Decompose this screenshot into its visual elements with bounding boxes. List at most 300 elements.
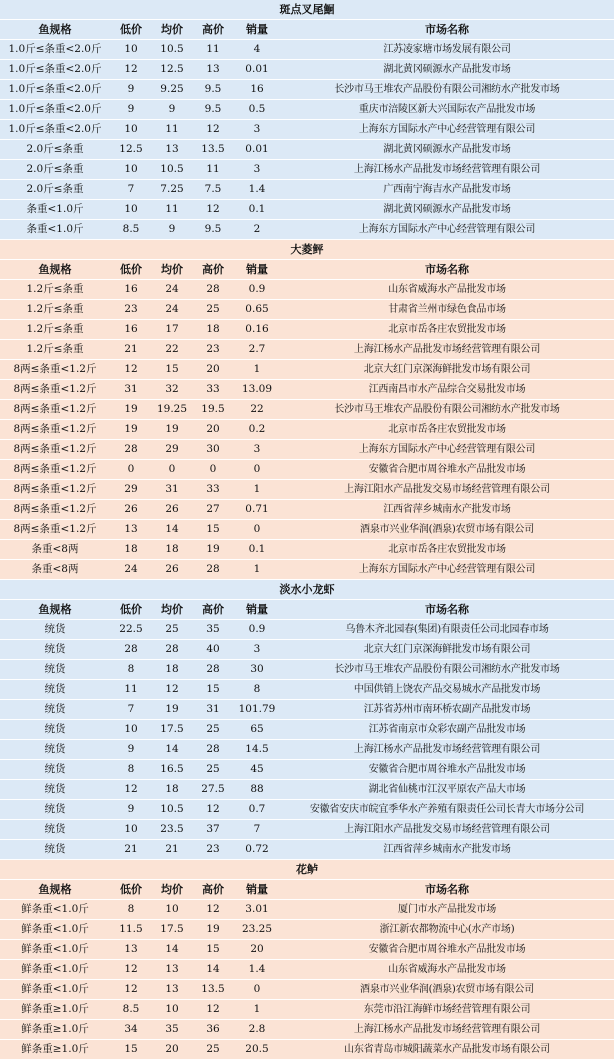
cell-low: 23 xyxy=(110,300,152,320)
cell-high: 15 xyxy=(192,680,234,700)
header-row xyxy=(0,260,614,280)
cell-spec: 统货 xyxy=(0,760,110,780)
cell-high: 0 xyxy=(192,460,234,480)
cell-low: 29 xyxy=(110,480,152,500)
cell-high: 37 xyxy=(192,820,234,840)
cell-low: 22.5 xyxy=(110,620,152,640)
cell-low: 10 xyxy=(110,820,152,840)
table-row xyxy=(0,140,614,160)
cell-avg: 14 xyxy=(152,940,192,960)
cell-low: 28 xyxy=(110,640,152,660)
cell-market: 长沙市马王堆农产品股份有限公司湘纺水产批发市场 xyxy=(280,400,614,420)
cell-vol: 0.71 xyxy=(234,500,280,520)
cell-vol: 0.65 xyxy=(234,300,280,320)
header-low: 低价 xyxy=(110,20,152,40)
table-row xyxy=(0,320,614,340)
cell-spec: 1.2斤≤条重 xyxy=(0,280,110,300)
table-row xyxy=(0,220,614,240)
cell-market: 江苏省苏州市南环桥农副产品批发市场 xyxy=(280,700,614,720)
cell-avg: 16.5 xyxy=(152,760,192,780)
cell-low: 10 xyxy=(110,720,152,740)
cell-spec: 8两≤条重<1.2斤 xyxy=(0,360,110,380)
cell-vol: 8 xyxy=(234,680,280,700)
cell-high: 36 xyxy=(192,1020,234,1040)
cell-vol: 0.1 xyxy=(234,540,280,560)
table-row xyxy=(0,900,614,920)
cell-high: 13 xyxy=(192,60,234,80)
table-row xyxy=(0,360,614,380)
cell-low: 28 xyxy=(110,440,152,460)
cell-high: 18 xyxy=(192,320,234,340)
cell-spec: 统货 xyxy=(0,680,110,700)
cell-market: 安徽省安庆市皖宜季华水产养殖有限责任公司长青大市场分公司 xyxy=(280,800,614,820)
cell-avg: 26 xyxy=(152,560,192,580)
cell-avg: 9 xyxy=(152,100,192,120)
cell-high: 19 xyxy=(192,920,234,940)
cell-low: 10 xyxy=(110,120,152,140)
cell-avg: 26 xyxy=(152,500,192,520)
cell-spec: 1.0斤≤条重<2.0斤 xyxy=(0,100,110,120)
cell-vol: 0.72 xyxy=(234,840,280,860)
header-row xyxy=(0,600,614,620)
cell-low: 8.5 xyxy=(110,1000,152,1020)
cell-spec: 8两≤条重<1.2斤 xyxy=(0,500,110,520)
cell-low: 19 xyxy=(110,420,152,440)
section-1 xyxy=(0,240,614,580)
cell-high: 13.5 xyxy=(192,980,234,1000)
cell-avg: 10 xyxy=(152,1000,192,1020)
header-avg: 均价 xyxy=(152,880,192,900)
cell-market: 山东省青岛市城阳蔬菜水产品批发市场有限公司 xyxy=(280,1040,614,1060)
cell-spec: 鲜条重<1.0斤 xyxy=(0,900,110,920)
cell-avg: 12 xyxy=(152,680,192,700)
table-row xyxy=(0,720,614,740)
cell-high: 7.5 xyxy=(192,180,234,200)
header-market: 市场名称 xyxy=(280,880,614,900)
cell-high: 33 xyxy=(192,380,234,400)
section-title-row xyxy=(0,0,614,20)
cell-high: 11 xyxy=(192,160,234,180)
cell-vol: 0.2 xyxy=(234,420,280,440)
cell-vol: 20 xyxy=(234,940,280,960)
cell-vol: 0 xyxy=(234,460,280,480)
cell-spec: 8两≤条重<1.2斤 xyxy=(0,400,110,420)
cell-low: 7 xyxy=(110,700,152,720)
cell-low: 10 xyxy=(110,200,152,220)
cell-vol: 0 xyxy=(234,980,280,1000)
cell-spec: 条重<8两 xyxy=(0,540,110,560)
cell-avg: 18 xyxy=(152,540,192,560)
cell-spec: 统货 xyxy=(0,620,110,640)
table-row xyxy=(0,40,614,60)
cell-market: 江西南昌市水产品综合交易批发市场 xyxy=(280,380,614,400)
cell-low: 10 xyxy=(110,160,152,180)
cell-vol: 0.9 xyxy=(234,620,280,640)
cell-low: 8.5 xyxy=(110,220,152,240)
cell-high: 9.5 xyxy=(192,100,234,120)
header-row xyxy=(0,880,614,900)
cell-market: 山东省威海水产品批发市场 xyxy=(280,280,614,300)
cell-market: 安徽省合肥市周谷堆水产品批发市场 xyxy=(280,460,614,480)
header-spec: 鱼规格 xyxy=(0,600,110,620)
cell-vol: 1.4 xyxy=(234,180,280,200)
cell-high: 12 xyxy=(192,800,234,820)
cell-vol: 3 xyxy=(234,640,280,660)
cell-avg: 20 xyxy=(152,1040,192,1060)
cell-high: 23 xyxy=(192,840,234,860)
cell-vol: 13.09 xyxy=(234,380,280,400)
cell-market: 上海江杨水产品批发市场经营管理有限公司 xyxy=(280,1020,614,1040)
header-avg: 均价 xyxy=(152,20,192,40)
cell-avg: 14 xyxy=(152,740,192,760)
cell-avg: 24 xyxy=(152,300,192,320)
table-row xyxy=(0,940,614,960)
cell-spec: 统货 xyxy=(0,740,110,760)
cell-vol: 3.01 xyxy=(234,900,280,920)
table-row xyxy=(0,420,614,440)
header-row xyxy=(0,20,614,40)
section-2 xyxy=(0,580,614,860)
header-high: 高价 xyxy=(192,260,234,280)
cell-market: 上海江杨水产品批发市场经营管理有限公司 xyxy=(280,340,614,360)
cell-market: 安徽省合肥市周谷堆水产品批发市场 xyxy=(280,940,614,960)
cell-spec: 1.2斤≤条重 xyxy=(0,340,110,360)
table-row xyxy=(0,660,614,680)
cell-spec: 8两≤条重<1.2斤 xyxy=(0,420,110,440)
cell-market: 山东省威海水产品批发市场 xyxy=(280,960,614,980)
cell-spec: 2.0斤≤条重 xyxy=(0,160,110,180)
cell-spec: 2.0斤≤条重 xyxy=(0,180,110,200)
table-row xyxy=(0,540,614,560)
cell-spec: 1.2斤≤条重 xyxy=(0,300,110,320)
cell-high: 11 xyxy=(192,40,234,60)
cell-spec: 统货 xyxy=(0,780,110,800)
cell-vol: 3 xyxy=(234,440,280,460)
cell-market: 江西省萍乡城南水产批发市场 xyxy=(280,840,614,860)
cell-market: 浙江新农都物流中心(水产市场) xyxy=(280,920,614,940)
cell-avg: 35 xyxy=(152,1020,192,1040)
section-title: 淡水小龙虾 xyxy=(0,580,614,600)
header-market: 市场名称 xyxy=(280,600,614,620)
cell-high: 15 xyxy=(192,940,234,960)
cell-market: 湖北黄冈硕源水产品批发市场 xyxy=(280,200,614,220)
cell-market: 重庆市涪陵区新大兴国际农产品批发市场 xyxy=(280,100,614,120)
cell-vol: 2.8 xyxy=(234,1020,280,1040)
table-row xyxy=(0,980,614,1000)
table-row xyxy=(0,380,614,400)
table-row xyxy=(0,520,614,540)
header-market: 市场名称 xyxy=(280,260,614,280)
cell-market: 江苏凌家塘市场发展有限公司 xyxy=(280,40,614,60)
table-row xyxy=(0,60,614,80)
cell-avg: 11 xyxy=(152,200,192,220)
cell-high: 25 xyxy=(192,760,234,780)
cell-market: 上海东方国际水产中心经营管理有限公司 xyxy=(280,120,614,140)
cell-high: 30 xyxy=(192,440,234,460)
table-row xyxy=(0,1020,614,1040)
cell-low: 13 xyxy=(110,940,152,960)
header-avg: 均价 xyxy=(152,260,192,280)
cell-low: 9 xyxy=(110,740,152,760)
cell-avg: 29 xyxy=(152,440,192,460)
cell-spec: 鲜条重≥1.0斤 xyxy=(0,1000,110,1020)
cell-spec: 2.0斤≤条重 xyxy=(0,140,110,160)
cell-avg: 32 xyxy=(152,380,192,400)
cell-avg: 19 xyxy=(152,700,192,720)
cell-market: 中国供销上饶农产品交易城水产品批发市场 xyxy=(280,680,614,700)
header-low: 低价 xyxy=(110,260,152,280)
cell-avg: 9 xyxy=(152,220,192,240)
table-row xyxy=(0,80,614,100)
cell-low: 21 xyxy=(110,840,152,860)
table-row xyxy=(0,760,614,780)
cell-avg: 21 xyxy=(152,840,192,860)
cell-vol: 0.01 xyxy=(234,140,280,160)
header-high: 高价 xyxy=(192,880,234,900)
cell-avg: 13 xyxy=(152,140,192,160)
cell-avg: 18 xyxy=(152,660,192,680)
cell-market: 北京市岳各庄农贸批发市场 xyxy=(280,420,614,440)
cell-avg: 12.5 xyxy=(152,60,192,80)
cell-market: 上海江阳水产品批发交易市场经营管理有限公司 xyxy=(280,820,614,840)
section-title: 花鲈 xyxy=(0,860,614,880)
cell-vol: 2 xyxy=(234,220,280,240)
section-0 xyxy=(0,0,614,240)
cell-market: 湖北黄冈硕源水产品批发市场 xyxy=(280,60,614,80)
cell-avg: 10.5 xyxy=(152,800,192,820)
section-3 xyxy=(0,860,614,1060)
cell-low: 9 xyxy=(110,100,152,120)
table-row xyxy=(0,340,614,360)
cell-market: 长沙市马王堆农产品股份有限公司湘纺水产批发市场 xyxy=(280,80,614,100)
cell-avg: 15 xyxy=(152,360,192,380)
cell-avg: 18 xyxy=(152,780,192,800)
cell-market: 北京市岳各庄农贸批发市场 xyxy=(280,540,614,560)
cell-low: 12.5 xyxy=(110,140,152,160)
cell-high: 19.5 xyxy=(192,400,234,420)
cell-high: 19 xyxy=(192,540,234,560)
table-row xyxy=(0,480,614,500)
cell-spec: 1.0斤≤条重<2.0斤 xyxy=(0,40,110,60)
cell-spec: 鲜条重≥1.0斤 xyxy=(0,1020,110,1040)
cell-avg: 13 xyxy=(152,980,192,1000)
cell-market: 北京大红门京深海鲜批发市场有限公司 xyxy=(280,360,614,380)
cell-vol: 0.5 xyxy=(234,100,280,120)
cell-high: 14 xyxy=(192,960,234,980)
cell-spec: 8两≤条重<1.2斤 xyxy=(0,380,110,400)
header-vol: 销量 xyxy=(234,880,280,900)
cell-market: 湖北黄冈硕源水产品批发市场 xyxy=(280,140,614,160)
cell-vol: 0.01 xyxy=(234,60,280,80)
cell-vol: 23.25 xyxy=(234,920,280,940)
table-row xyxy=(0,400,614,420)
cell-avg: 19 xyxy=(152,420,192,440)
section-title-row xyxy=(0,240,614,260)
table-row xyxy=(0,820,614,840)
cell-spec: 鲜条重<1.0斤 xyxy=(0,980,110,1000)
cell-avg: 11 xyxy=(152,120,192,140)
cell-low: 11.5 xyxy=(110,920,152,940)
cell-low: 31 xyxy=(110,380,152,400)
header-spec: 鱼规格 xyxy=(0,20,110,40)
cell-market: 北京市岳各庄农贸批发市场 xyxy=(280,320,614,340)
cell-vol: 0 xyxy=(234,520,280,540)
table-row xyxy=(0,460,614,480)
table-row xyxy=(0,200,614,220)
cell-spec: 鲜条重<1.0斤 xyxy=(0,940,110,960)
cell-high: 28 xyxy=(192,280,234,300)
cell-market: 湖北省仙桃市江汉平原农产品大市场 xyxy=(280,780,614,800)
cell-low: 12 xyxy=(110,980,152,1000)
header-vol: 销量 xyxy=(234,260,280,280)
header-spec: 鱼规格 xyxy=(0,260,110,280)
cell-low: 0 xyxy=(110,460,152,480)
cell-high: 23 xyxy=(192,340,234,360)
cell-market: 上海东方国际水产中心经营管理有限公司 xyxy=(280,220,614,240)
cell-low: 8 xyxy=(110,760,152,780)
section-title: 斑点叉尾鮰 xyxy=(0,0,614,20)
cell-vol: 1.4 xyxy=(234,960,280,980)
cell-spec: 1.0斤≤条重<2.0斤 xyxy=(0,80,110,100)
cell-low: 18 xyxy=(110,540,152,560)
header-high: 高价 xyxy=(192,20,234,40)
cell-high: 28 xyxy=(192,740,234,760)
cell-low: 16 xyxy=(110,320,152,340)
cell-market: 上海江杨水产品批发市场经营管理有限公司 xyxy=(280,740,614,760)
cell-low: 9 xyxy=(110,80,152,100)
cell-low: 15 xyxy=(110,1040,152,1060)
cell-vol: 1 xyxy=(234,360,280,380)
cell-spec: 统货 xyxy=(0,700,110,720)
cell-vol: 14.5 xyxy=(234,740,280,760)
cell-market: 上海江阳水产品批发交易市场经营管理有限公司 xyxy=(280,480,614,500)
table-row xyxy=(0,800,614,820)
cell-low: 9 xyxy=(110,800,152,820)
cell-market: 酒泉市兴业华润(酒泉)农贸市场有限公司 xyxy=(280,520,614,540)
cell-market: 厦门市水产品批发市场 xyxy=(280,900,614,920)
cell-vol: 0.1 xyxy=(234,200,280,220)
cell-high: 15 xyxy=(192,520,234,540)
cell-avg: 19.25 xyxy=(152,400,192,420)
cell-avg: 25 xyxy=(152,620,192,640)
cell-low: 12 xyxy=(110,960,152,980)
cell-high: 25 xyxy=(192,300,234,320)
cell-low: 12 xyxy=(110,780,152,800)
cell-avg: 31 xyxy=(152,480,192,500)
cell-market: 江苏省南京市众彩农副产品批发市场 xyxy=(280,720,614,740)
table-row xyxy=(0,700,614,720)
cell-avg: 22 xyxy=(152,340,192,360)
cell-low: 12 xyxy=(110,60,152,80)
section-title-row xyxy=(0,580,614,600)
cell-market: 上海江杨水产品批发市场经营管理有限公司 xyxy=(280,160,614,180)
header-vol: 销量 xyxy=(234,20,280,40)
cell-spec: 鲜条重<1.0斤 xyxy=(0,960,110,980)
cell-high: 12 xyxy=(192,120,234,140)
cell-spec: 8两≤条重<1.2斤 xyxy=(0,440,110,460)
section-title: 大菱鲆 xyxy=(0,240,614,260)
cell-market: 江西省萍乡城南水产批发市场 xyxy=(280,500,614,520)
cell-avg: 17.5 xyxy=(152,720,192,740)
cell-spec: 条重<8两 xyxy=(0,560,110,580)
cell-spec: 统货 xyxy=(0,820,110,840)
table-row xyxy=(0,160,614,180)
cell-vol: 45 xyxy=(234,760,280,780)
cell-spec: 鲜条重<1.0斤 xyxy=(0,920,110,940)
header-vol: 销量 xyxy=(234,600,280,620)
cell-spec: 1.0斤≤条重<2.0斤 xyxy=(0,60,110,80)
cell-avg: 23.5 xyxy=(152,820,192,840)
cell-spec: 条重<1.0斤 xyxy=(0,200,110,220)
cell-high: 35 xyxy=(192,620,234,640)
cell-low: 13 xyxy=(110,520,152,540)
cell-low: 11 xyxy=(110,680,152,700)
cell-high: 27.5 xyxy=(192,780,234,800)
cell-avg: 10.5 xyxy=(152,160,192,180)
cell-high: 31 xyxy=(192,700,234,720)
cell-spec: 8两≤条重<1.2斤 xyxy=(0,460,110,480)
cell-high: 25 xyxy=(192,1040,234,1060)
cell-avg: 17 xyxy=(152,320,192,340)
cell-low: 10 xyxy=(110,40,152,60)
cell-vol: 3 xyxy=(234,160,280,180)
cell-vol: 22 xyxy=(234,400,280,420)
cell-spec: 8两≤条重<1.2斤 xyxy=(0,480,110,500)
cell-market: 酒泉市兴业华润(酒泉)农贸市场有限公司 xyxy=(280,980,614,1000)
table-row xyxy=(0,780,614,800)
table-row xyxy=(0,740,614,760)
cell-market: 安徽省合肥市周谷堆水产品批发市场 xyxy=(280,760,614,780)
cell-avg: 13 xyxy=(152,960,192,980)
cell-low: 8 xyxy=(110,900,152,920)
header-low: 低价 xyxy=(110,600,152,620)
cell-market: 上海东方国际水产中心经营管理有限公司 xyxy=(280,560,614,580)
cell-market: 乌鲁木齐北园春(集团)有限责任公司北园春市场 xyxy=(280,620,614,640)
cell-spec: 条重<1.0斤 xyxy=(0,220,110,240)
header-low: 低价 xyxy=(110,880,152,900)
cell-vol: 7 xyxy=(234,820,280,840)
cell-vol: 1 xyxy=(234,560,280,580)
cell-spec: 统货 xyxy=(0,640,110,660)
cell-market: 上海东方国际水产中心经营管理有限公司 xyxy=(280,440,614,460)
cell-low: 21 xyxy=(110,340,152,360)
header-market: 市场名称 xyxy=(280,20,614,40)
cell-avg: 7.25 xyxy=(152,180,192,200)
cell-high: 9.5 xyxy=(192,80,234,100)
cell-vol: 101.79 xyxy=(234,700,280,720)
table-row xyxy=(0,1000,614,1020)
cell-vol: 2.7 xyxy=(234,340,280,360)
cell-vol: 0.9 xyxy=(234,280,280,300)
cell-spec: 8两≤条重<1.2斤 xyxy=(0,520,110,540)
cell-spec: 1.2斤≤条重 xyxy=(0,320,110,340)
cell-vol: 88 xyxy=(234,780,280,800)
cell-high: 12 xyxy=(192,900,234,920)
table-row xyxy=(0,300,614,320)
cell-vol: 1 xyxy=(234,480,280,500)
table-row xyxy=(0,920,614,940)
cell-vol: 0.7 xyxy=(234,800,280,820)
cell-high: 40 xyxy=(192,640,234,660)
table-row xyxy=(0,500,614,520)
cell-avg: 10 xyxy=(152,900,192,920)
cell-high: 28 xyxy=(192,660,234,680)
cell-market: 长沙市马王堆农产品股份有限公司湘纺水产批发市场 xyxy=(280,660,614,680)
cell-low: 7 xyxy=(110,180,152,200)
cell-avg: 24 xyxy=(152,280,192,300)
cell-high: 20 xyxy=(192,360,234,380)
cell-low: 16 xyxy=(110,280,152,300)
